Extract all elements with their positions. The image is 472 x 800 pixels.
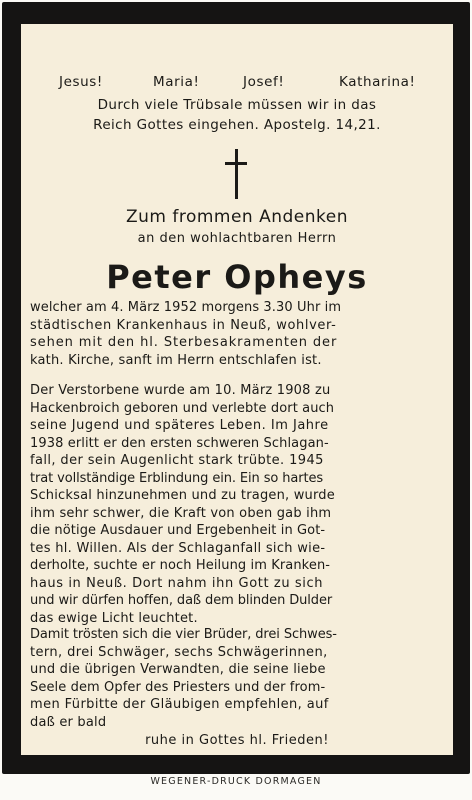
text-line: Damit trösten sich die vier Brüder, drei Schwes- (30, 627, 337, 642)
death-notice-paragraph (30, 299, 444, 369)
text-line: daß er bald (30, 714, 107, 730)
text-line: 1938 erlitt er den ersten schweren Schlagan- (30, 435, 329, 451)
dedication-title: Zum frommen Andenken (125, 207, 349, 227)
text-line: und die übrigen Verwandten, die seine liebe (30, 662, 326, 677)
text-line: men Fürbitte der Gläubigen empfehlen, auf (30, 697, 329, 712)
text-line: das ewige Licht leuchtet. (30, 610, 198, 626)
text-line: seine Jugend und späteres Leben. Im Jahre (30, 418, 329, 433)
scripture-quote-line-2: Reich Gottes eingehen. Apostelg. 14,21. (93, 117, 381, 133)
invocation-josef: Josef! (243, 74, 285, 90)
text-line: haus in Neuß. Dort nahm ihn Gott zu sich (30, 575, 324, 591)
memorial-card-border (2, 2, 470, 774)
deceased-name: Peter Opheys (106, 258, 368, 296)
text-line: die nötige Ausdauer und Ergebenheit in Got- (30, 523, 326, 538)
text-line: tern, drei Schwäger, sechs Schwägerinnen, (30, 644, 328, 660)
closing-line: ruhe in Gottes hl. Frieden! (145, 733, 329, 748)
invocation-jesus: Jesus! (59, 74, 103, 90)
memorial-card-paper (21, 24, 453, 755)
text-line: ihm sehr schwer, die Kraft von oben gab ihm (30, 505, 332, 521)
scripture-quote-line-1: Durch viele Trübsale müssen wir in das (97, 97, 377, 113)
text-line: sehen mit den hl. Sterbesakramenten der (30, 335, 338, 350)
text-line: städtischen Krankenhaus in Neuß, wohlver- (30, 317, 337, 333)
text-line: Hackenbroich geboren und verlebte dort auch (30, 400, 335, 416)
invocation-maria: Maria! (153, 74, 200, 90)
text-line: tes hl. Willen. Als der Schlaganfall sich wie- (30, 540, 326, 556)
dedication-subtitle: an den wohlachtbaren Herrn (137, 231, 337, 246)
text-line: kath. Kirche, sanft im Herrn entschlafen ist. (30, 352, 322, 368)
invocation-katharina: Katharina! (339, 74, 416, 90)
text-line: Der Verstorbene wurde am 10. März 1908 zu (30, 383, 331, 398)
text-line: trat vollständige Erblindung ein. Ein so hartes (30, 470, 324, 486)
text-line: derholte, suchte er noch Heilung im Kranken- (30, 558, 331, 573)
printer-imprint: WEGENER-DRUCK DORMAGEN (150, 776, 322, 787)
biography-paragraph (30, 382, 444, 627)
text-line: und wir dürfen hoffen, daß dem blinden Dulder (30, 593, 333, 608)
cross-icon (225, 149, 247, 199)
family-paragraph (30, 626, 444, 731)
text-line: fall, der sein Augenlicht stark trübte. 1945 (30, 453, 324, 468)
text-line: welcher am 4. März 1952 morgens 3.30 Uhr im (30, 300, 342, 315)
text-line: Seele dem Opfer des Priesters und der from- (30, 679, 326, 695)
text-line: Schicksal hinzunehmen und zu tragen, wurde (30, 488, 335, 503)
